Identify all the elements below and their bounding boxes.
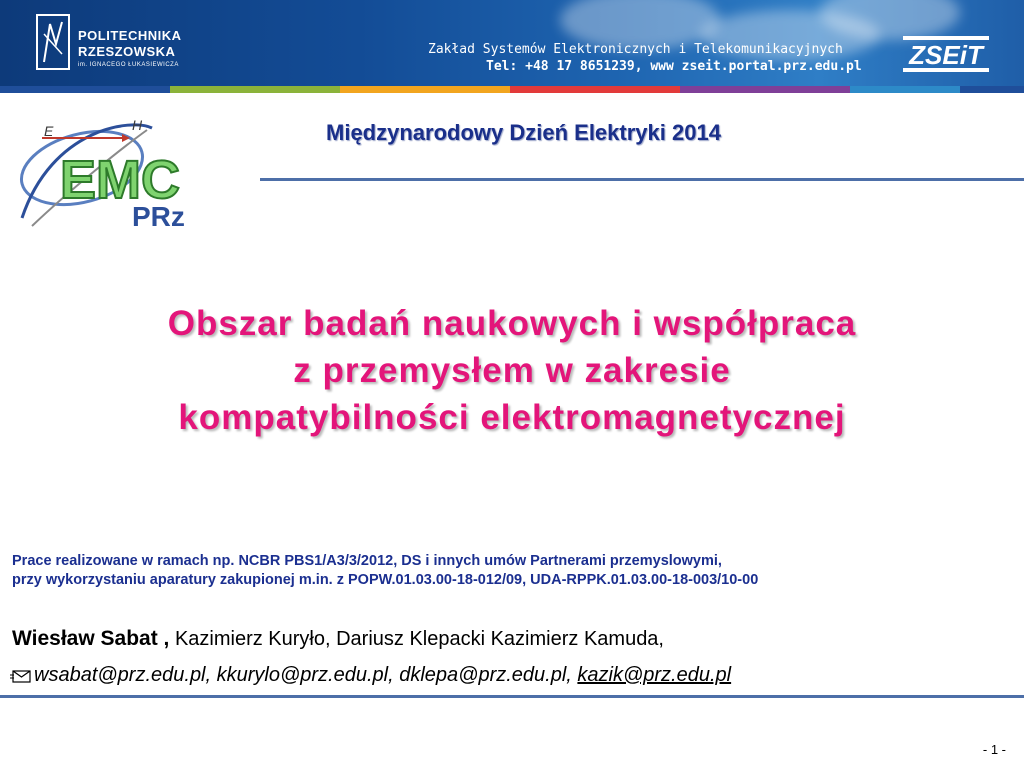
project-description [12,552,758,590]
email-link-kazik[interactable]: kazik@prz.edu.pl [577,664,732,686]
zseit-logo-text: ZSEiT [909,40,983,70]
emails-text: wsabat@prz.edu.pl, kkurylo@prz.edu.pl, dklepa@prz.edu.pl, [34,664,572,686]
color-strip [0,86,1024,93]
event-title: Międzynarodowy Dzień Elektryki 2014 [326,120,721,145]
zseit-logo-icon [903,34,991,74]
color-strip-segment [960,86,1024,93]
emc-logo-sub-text: PRz [132,201,185,232]
color-strip-segment [0,86,170,93]
description-line1: Prace realizowane w ramach np. NCBR PBS1/A3/3/2012, DS i innych umów Partnerami przemyslowymi, [12,553,722,569]
color-strip-segment [850,86,960,93]
university-logo-icon [36,14,70,70]
emc-logo-main-text: EMC [60,150,180,210]
color-strip-segment [510,86,680,93]
department-contact: Tel: +48 17 8651239, www zseit.portal.prz.edu.pl [486,59,862,74]
header-banner [0,0,1024,86]
title-divider [260,178,1024,181]
lead-author: Wiesław Sabat , [12,627,170,650]
color-strip-segment [340,86,510,93]
university-name [78,28,182,60]
university-name-line2: RZESZOWSKA [78,44,176,59]
emc-logo-h-label: H [132,117,143,133]
co-authors: Kazimierz Kuryło, Dariusz Klepacki Kazimierz Kamuda, [174,628,664,650]
authors [12,627,664,651]
university-name-line1: POLITECHNIKA [78,28,182,43]
university-subtitle: im. IGNACEGO ŁUKASIEWICZA [78,62,179,68]
color-strip-segment [680,86,850,93]
envelope-icon [10,667,32,685]
emc-logo-e-label: E [44,123,54,139]
department-name: Zakład Systemów Elektronicznych i Telekomunikacyjnych [428,42,843,57]
color-strip-segment [170,86,340,93]
main-title-line1: Obszar badań naukowych i współpraca [167,304,857,343]
page-number: - 1 - [982,742,1006,757]
emc-prz-logo-icon [12,108,222,234]
main-title-line2: z przemysłem w zakresie [293,351,731,390]
description-line2: przy wykorzystaniu aparatury zakupionej m.in. z POPW.01.03.00-18-012/09, UDA-RPPK.01.03.00-18-003/10-00 [12,572,759,588]
author-emails [10,664,731,687]
main-title-line3: kompatybilności elektromagnetycznej [178,398,846,437]
main-title [40,300,984,441]
bottom-divider [0,695,1024,698]
